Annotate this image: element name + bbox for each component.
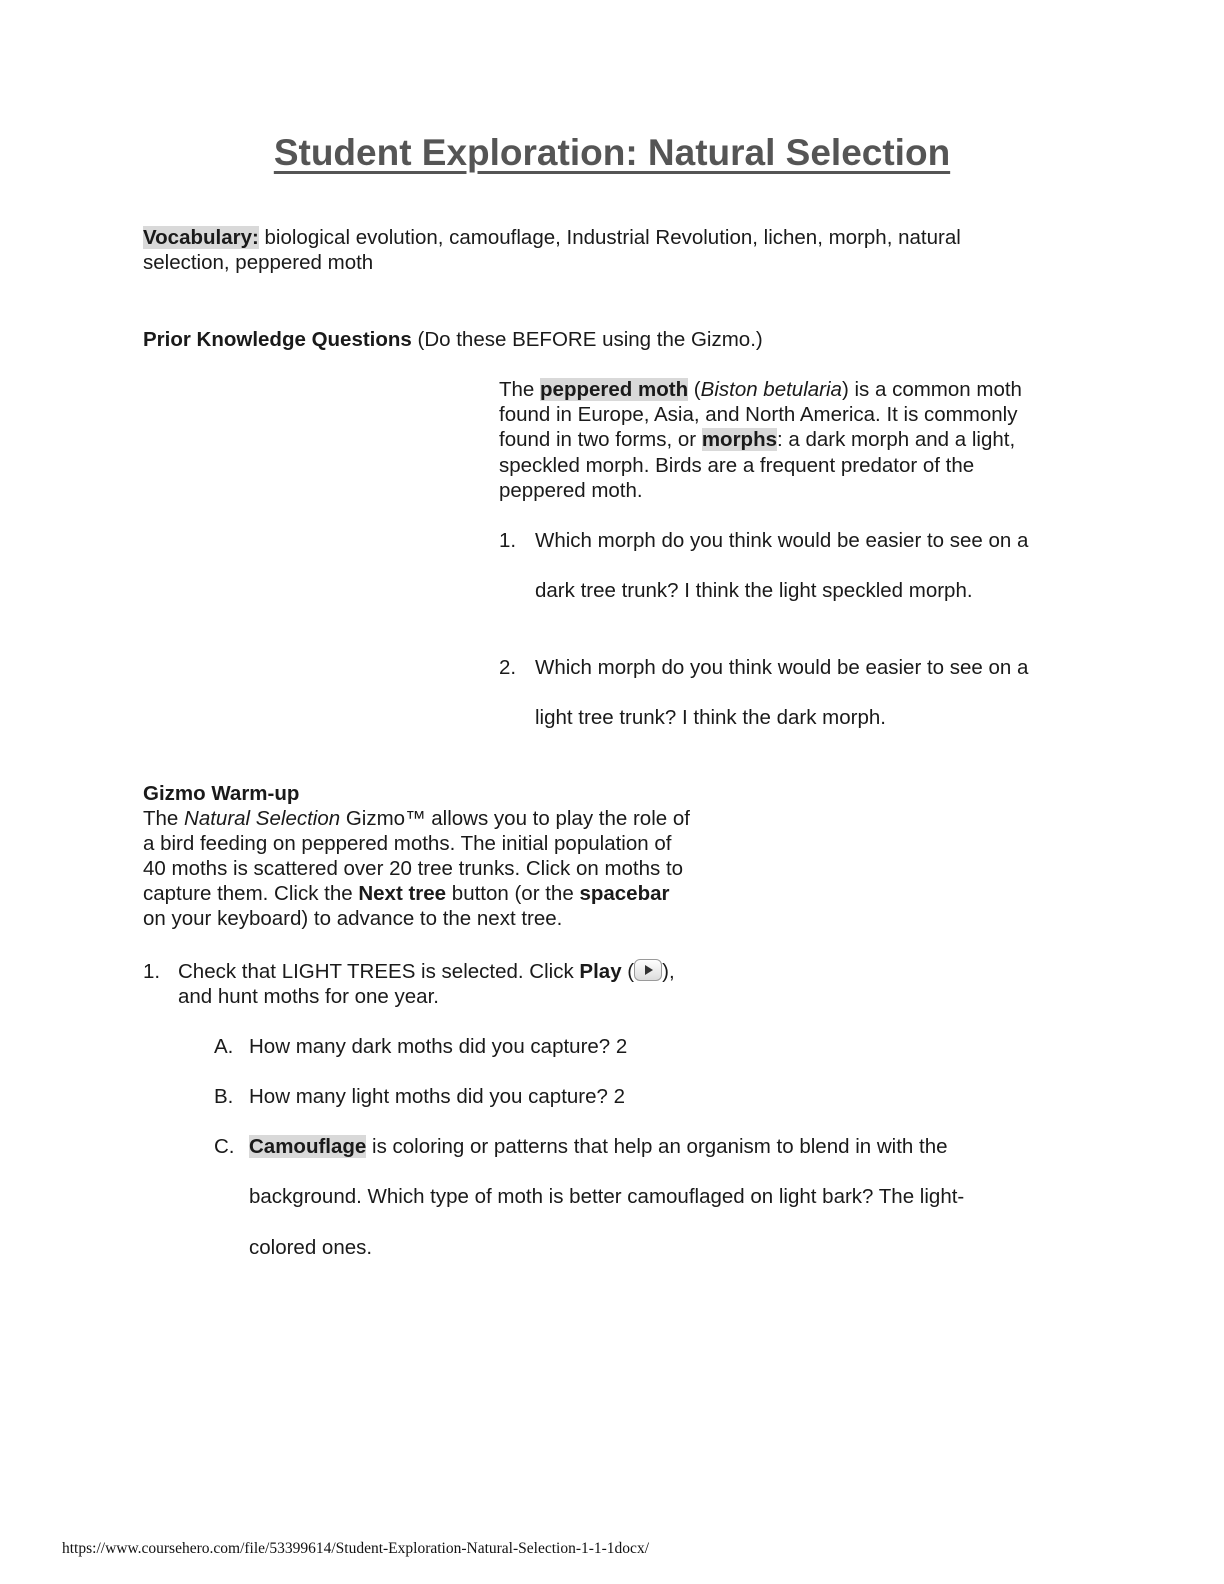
- item-1-pre: Check that LIGHT TREES is selected. Click: [178, 960, 580, 983]
- source-url[interactable]: https://www.coursehero.com/file/53399614/Student-Exploration-Natural-Selection-1-1-1docx/: [62, 1540, 649, 1557]
- warmup-line-3: 40 moths is scattered over 20 tree trunks. Click on moths to: [143, 857, 684, 880]
- vocabulary-terms-2: selection, peppered moth: [143, 251, 374, 274]
- prior-knowledge-title: Prior Knowledge Questions: [143, 328, 412, 351]
- warmup-line-4-mid: button (or the: [446, 882, 580, 905]
- vocabulary-line-1: [143, 225, 961, 250]
- subitem-a-letter: A.: [214, 1035, 234, 1058]
- spacebar-label: spacebar: [579, 882, 670, 905]
- warmup-line-1-pre: The: [143, 807, 185, 830]
- intro-line-3-pre: found in two forms, or: [499, 428, 702, 451]
- play-icon: [634, 959, 662, 981]
- intro-line-2: found in Europe, Asia, and North America. It is commonly: [499, 403, 1018, 426]
- species-name: Biston betularia: [700, 378, 842, 401]
- warmup-line-4: [143, 881, 669, 906]
- intro-line-1: [499, 377, 1022, 402]
- subitem-b-text: How many light moths did you capture? 2: [249, 1085, 626, 1108]
- vocabulary-terms-1: biological evolution, camouflage, Industrial Revolution, lichen, morph, natural: [258, 226, 961, 249]
- item-1-close-paren: ),: [662, 960, 675, 983]
- item-1-line-1: [178, 959, 675, 984]
- intro-line-4: speckled morph. Birds are a frequent predator of the: [499, 454, 975, 477]
- subitem-b-letter: B.: [214, 1085, 234, 1108]
- warmup-line-1: [143, 806, 690, 831]
- page-title: Student Exploration: Natural Selection: [273, 132, 951, 173]
- subitem-c-line-3: colored ones.: [249, 1236, 373, 1259]
- subitem-c-line-2: background. Which type of moth is better camouflaged on light bark? The light-: [249, 1185, 965, 1208]
- question-1-number: 1.: [499, 529, 517, 552]
- warmup-line-1-post: Gizmo™ allows you to play the role of: [340, 807, 690, 830]
- question-2-answer: light tree trunk? I think the dark morph.: [535, 706, 886, 729]
- term-morphs: morphs: [701, 428, 777, 451]
- term-camouflage: Camouflage: [249, 1135, 367, 1158]
- item-1-open-paren: (: [621, 960, 635, 983]
- subitem-c-letter: C.: [214, 1135, 235, 1158]
- question-1-text: Which morph do you think would be easier to see on a: [535, 529, 1029, 552]
- subitem-a-text: How many dark moths did you capture? 2: [249, 1035, 628, 1058]
- warmup-line-2: a bird feeding on peppered moths. The initial population of: [143, 832, 672, 855]
- warmup-heading: Gizmo Warm-up: [143, 782, 300, 805]
- question-2-text: Which morph do you think would be easier to see on a: [535, 656, 1029, 679]
- prior-knowledge-note: (Do these BEFORE using the Gizmo.): [411, 328, 763, 351]
- next-tree-label: Next tree: [358, 882, 447, 905]
- intro-line-3: [499, 427, 1015, 452]
- subitem-c-line-1-post: is coloring or patterns that help an organism to blend in with the: [366, 1135, 948, 1158]
- question-2-number: 2.: [499, 656, 517, 679]
- intro-after-species: ) is a common moth: [841, 378, 1022, 401]
- item-1-line-2: and hunt moths for one year.: [178, 985, 439, 1008]
- intro-the: The: [499, 378, 541, 401]
- play-label: Play: [579, 960, 622, 983]
- gizmo-name: Natural Selection: [184, 807, 341, 830]
- intro-line-5: peppered moth.: [499, 479, 643, 502]
- question-1-answer: dark tree trunk? I think the light speckled morph.: [535, 579, 973, 602]
- warmup-line-4-pre: capture them. Click the: [143, 882, 359, 905]
- item-1-number: 1.: [143, 960, 161, 983]
- subitem-c-line-1: [249, 1134, 948, 1159]
- prior-knowledge-heading: [143, 327, 763, 352]
- intro-line-3-post: : a dark morph and a light,: [777, 428, 1016, 451]
- intro-open-paren: (: [688, 378, 701, 401]
- term-peppered-moth: peppered moth: [540, 378, 689, 401]
- vocabulary-label: Vocabulary:: [143, 226, 259, 249]
- warmup-line-5: on your keyboard) to advance to the next tree.: [143, 907, 563, 930]
